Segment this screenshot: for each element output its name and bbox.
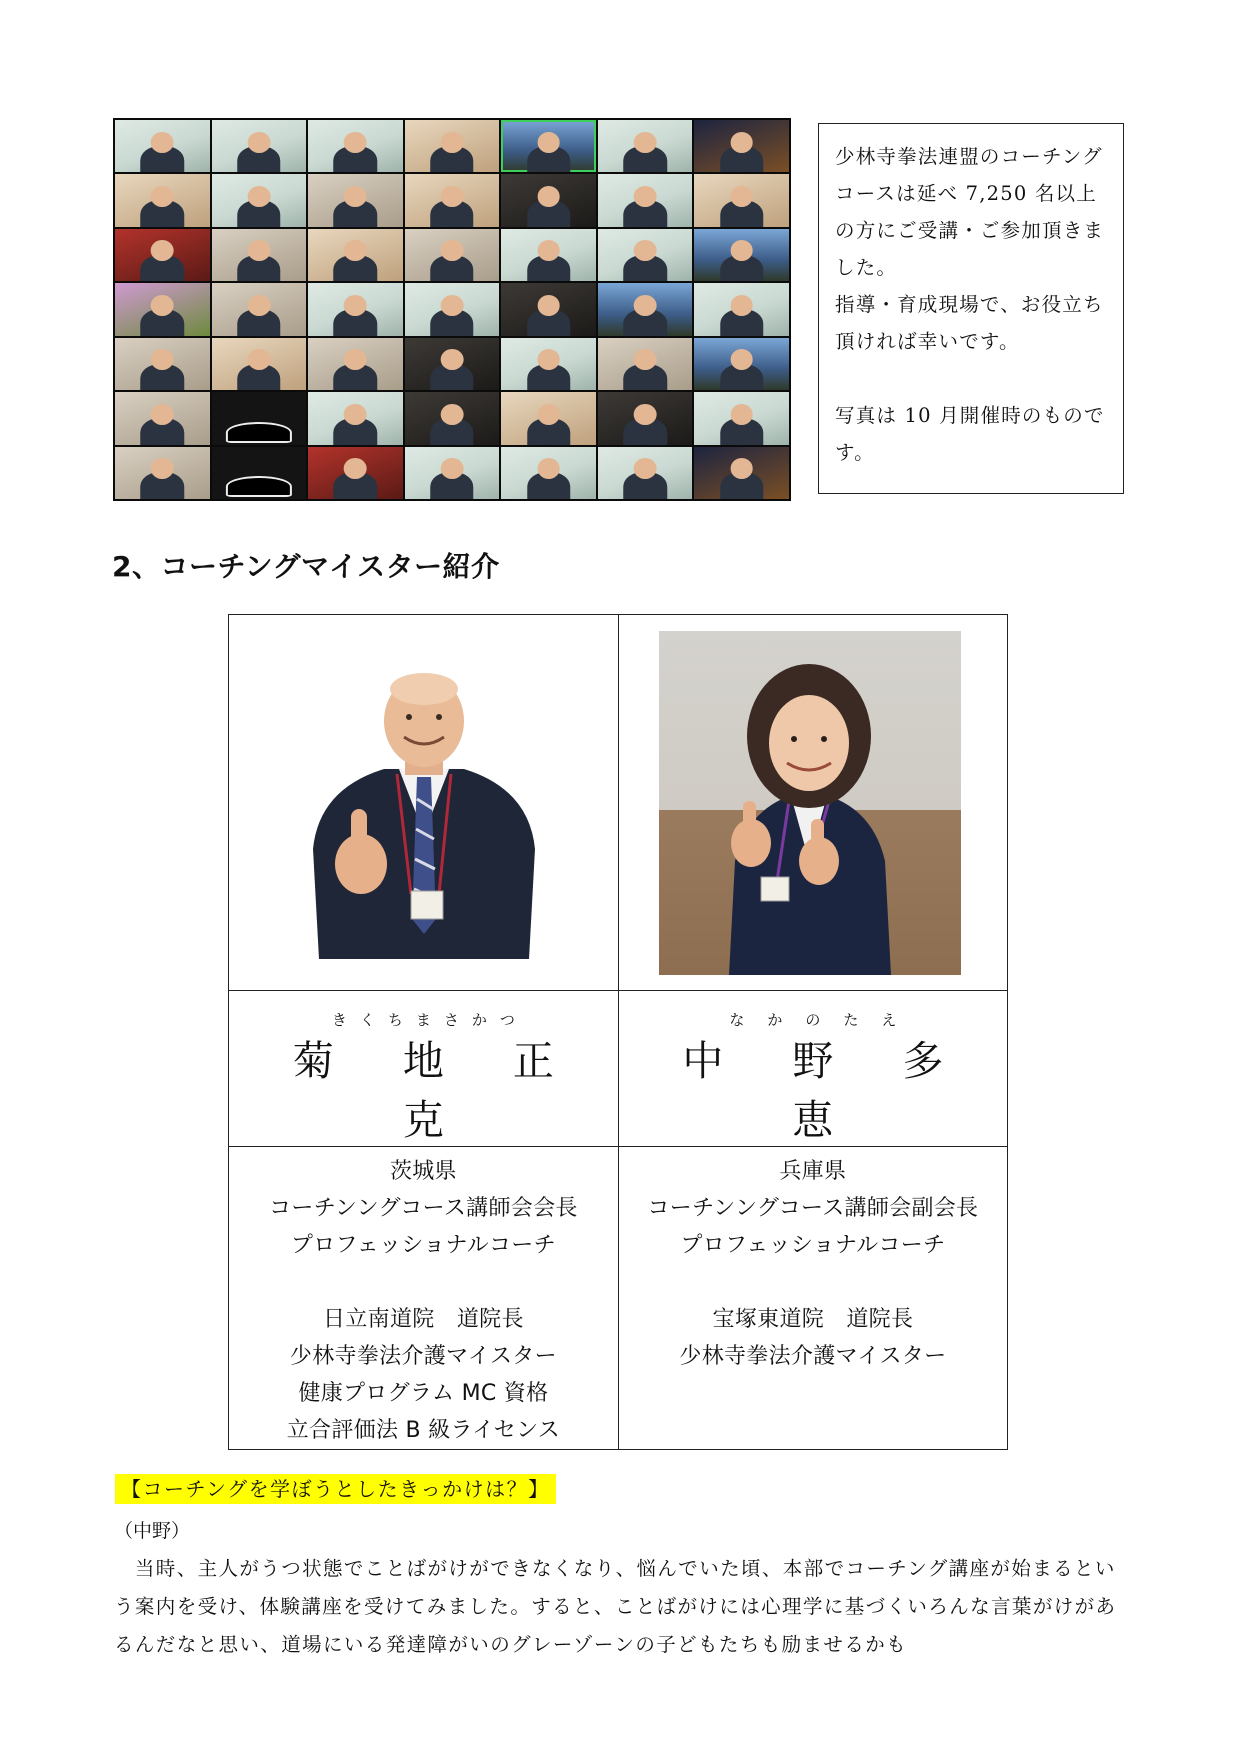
- participant-head: [151, 349, 174, 370]
- photo-cell-nakano: [618, 615, 1007, 991]
- participant-tile: [308, 229, 403, 281]
- participant-shape: [226, 422, 292, 443]
- participant-head: [248, 349, 271, 370]
- participant-head: [537, 240, 560, 261]
- participant-tile: [308, 174, 403, 226]
- participant-head: [248, 132, 271, 153]
- ruby-char: か: [471, 1011, 487, 1029]
- participant-tile: [212, 229, 307, 281]
- ruby-char: た: [843, 1011, 859, 1029]
- info-line: プロフェッショナルコーチ: [680, 1233, 946, 1258]
- meister-profile-table: [228, 614, 1008, 1450]
- participant-tile: [598, 120, 693, 172]
- question-heading: 【コーチングを学ぼうとしたきっかけは？】: [115, 1474, 556, 1504]
- participant-head: [248, 186, 271, 207]
- participant-tile: [501, 338, 596, 390]
- participant-tile: [501, 447, 596, 499]
- info-line: 健康プログラム MC 資格: [298, 1381, 549, 1406]
- participant-tile: [694, 120, 789, 172]
- meister-name: 中 野 多 恵: [682, 1037, 972, 1144]
- participant-head: [344, 132, 367, 153]
- section-title: 2、コーチングマイスター紹介: [112, 550, 500, 583]
- participant-head: [344, 295, 367, 316]
- participant-tile: [598, 447, 693, 499]
- participant-head: [730, 295, 753, 316]
- name-ruby: [619, 1009, 1007, 1030]
- ruby-char: つ: [499, 1011, 515, 1029]
- ruby-char: か: [767, 1011, 783, 1029]
- participant-head: [441, 404, 464, 425]
- spacer: [229, 1264, 618, 1301]
- participant-tile: [115, 283, 210, 335]
- participant-head: [634, 186, 657, 207]
- participant-tile: [115, 120, 210, 172]
- participant-head: [441, 132, 464, 153]
- participant-tile: [694, 229, 789, 281]
- note-box: [818, 123, 1124, 494]
- participant-tile: [598, 392, 693, 444]
- participant-head: [248, 240, 271, 261]
- participant-tile: [405, 120, 500, 172]
- ruby-char: の: [805, 1011, 821, 1029]
- participant-tile: [308, 338, 403, 390]
- participant-tile: [308, 392, 403, 444]
- participant-head: [344, 458, 367, 479]
- participant-tile: [308, 120, 403, 172]
- participant-head: [344, 186, 367, 207]
- participant-head: [730, 132, 753, 153]
- participant-head: [730, 349, 753, 370]
- name-cell-nakano: [618, 991, 1007, 1147]
- participant-head: [151, 240, 174, 261]
- info-line: 少林寺拳法介護マイスター: [289, 1344, 557, 1369]
- participant-tile: [694, 174, 789, 226]
- participant-head: [151, 458, 174, 479]
- participant-head: [730, 404, 753, 425]
- participant-head: [730, 240, 753, 261]
- info-line: 茨城県: [389, 1159, 457, 1184]
- participant-tile: [212, 174, 307, 226]
- participant-head: [537, 349, 560, 370]
- info-line: コーチンングコース講師会副会長: [647, 1196, 979, 1221]
- participant-head: [537, 404, 560, 425]
- participant-head: [248, 295, 271, 316]
- participant-tile: [212, 338, 307, 390]
- participant-tile: [694, 283, 789, 335]
- ruby-char: き: [331, 1011, 347, 1029]
- participant-tile: [501, 120, 596, 172]
- participant-tile: [212, 392, 307, 444]
- participant-tile: [115, 447, 210, 499]
- ruby-char: く: [359, 1011, 375, 1029]
- portrait-photo-nakano: [659, 631, 961, 975]
- participant-head: [151, 404, 174, 425]
- participant-head: [730, 458, 753, 479]
- ruby-char: え: [881, 1011, 897, 1029]
- info-line: プロフェッショナルコーチ: [290, 1233, 556, 1258]
- info-line: 日立南道院 道院長: [323, 1307, 524, 1332]
- info-line: コーチンングコース講師会会長: [269, 1196, 578, 1221]
- participant-tile: [694, 338, 789, 390]
- participant-head: [537, 186, 560, 207]
- participant-tile: [501, 229, 596, 281]
- participant-head: [441, 349, 464, 370]
- info-line: 兵庫県: [779, 1159, 847, 1184]
- participant-head: [537, 458, 560, 479]
- ruby-char: ち: [387, 1011, 403, 1029]
- participant-tile: [115, 174, 210, 226]
- participant-tile: [115, 229, 210, 281]
- photo-cell-kikuchi: [229, 615, 619, 991]
- participant-tile: [308, 283, 403, 335]
- participant-tile: [115, 338, 210, 390]
- note-text: 少林寺拳法連盟のコーチングコースは延べ 7,250 名以上の方にご受講・ご参加頂きました。 指導・育成現場で、お役立ち頂ければ幸いです。 写真は 10 月開催時のものです。: [835, 145, 1105, 464]
- zoom-participants-photo: [113, 118, 791, 501]
- participant-tile: [598, 174, 693, 226]
- participant-tile: [598, 283, 693, 335]
- participant-tile: [501, 392, 596, 444]
- info-line: 立合評価法 B 級ライセンス: [286, 1418, 561, 1443]
- participant-head: [537, 295, 560, 316]
- ruby-char: な: [729, 1011, 745, 1029]
- participant-head: [151, 295, 174, 316]
- participant-head: [441, 458, 464, 479]
- name-cell-kikuchi: [229, 991, 619, 1147]
- ruby-char: さ: [443, 1011, 459, 1029]
- info-line: 宝塚東道院 道院長: [712, 1307, 914, 1332]
- participant-tile: [405, 392, 500, 444]
- info-line: 少林寺拳法介護マイスター: [679, 1344, 947, 1369]
- participant-tile: [212, 283, 307, 335]
- participant-tile: [115, 392, 210, 444]
- participant-head: [344, 404, 367, 425]
- ruby-char: ま: [415, 1011, 431, 1029]
- speaker-label: （中野）: [114, 1520, 191, 1542]
- participant-head: [441, 240, 464, 261]
- participant-head: [634, 295, 657, 316]
- participant-tile: [308, 447, 403, 499]
- participant-tile: [501, 283, 596, 335]
- participant-tile: [405, 283, 500, 335]
- participant-head: [344, 240, 367, 261]
- info-cell-nakano: [618, 1147, 1007, 1450]
- participant-head: [730, 186, 753, 207]
- participant-tile: [405, 447, 500, 499]
- participant-tile: [212, 447, 307, 499]
- spacer: [619, 1264, 1007, 1301]
- participant-tile: [501, 174, 596, 226]
- participant-tile: [405, 229, 500, 281]
- participant-tile: [598, 229, 693, 281]
- portrait-photo-kikuchi: [299, 659, 547, 959]
- participant-head: [634, 404, 657, 425]
- participant-tile: [212, 120, 307, 172]
- info-cell-kikuchi: [229, 1147, 619, 1450]
- participant-head: [441, 186, 464, 207]
- name-ruby: [229, 1009, 618, 1030]
- participant-head: [634, 132, 657, 153]
- participant-head: [537, 132, 560, 153]
- meister-name: 菊 地 正 克: [292, 1037, 582, 1144]
- participant-tile: [405, 338, 500, 390]
- participant-head: [634, 240, 657, 261]
- participant-head: [151, 186, 174, 207]
- participant-tile: [598, 338, 693, 390]
- participant-tile: [694, 447, 789, 499]
- participant-tile: [694, 392, 789, 444]
- participant-head: [634, 349, 657, 370]
- participant-head: [151, 132, 174, 153]
- participant-head: [441, 295, 464, 316]
- participant-shape: [226, 476, 292, 497]
- participant-head: [344, 349, 367, 370]
- participant-head: [634, 458, 657, 479]
- answer-paragraph: 当時、主人がうつ状態でことばがけができなくなり、悩んでいた頃、本部でコーチング講座が始まるという案内を受け、体験講座を受けてみました。すると、ことばがけには心理学に基づくいろんな言葉がけがあるんだなと思い、道場にいる発達障がいのグレーゾーンの子どもたちも励ませるかも: [114, 1557, 1117, 1656]
- participant-tile: [405, 174, 500, 226]
